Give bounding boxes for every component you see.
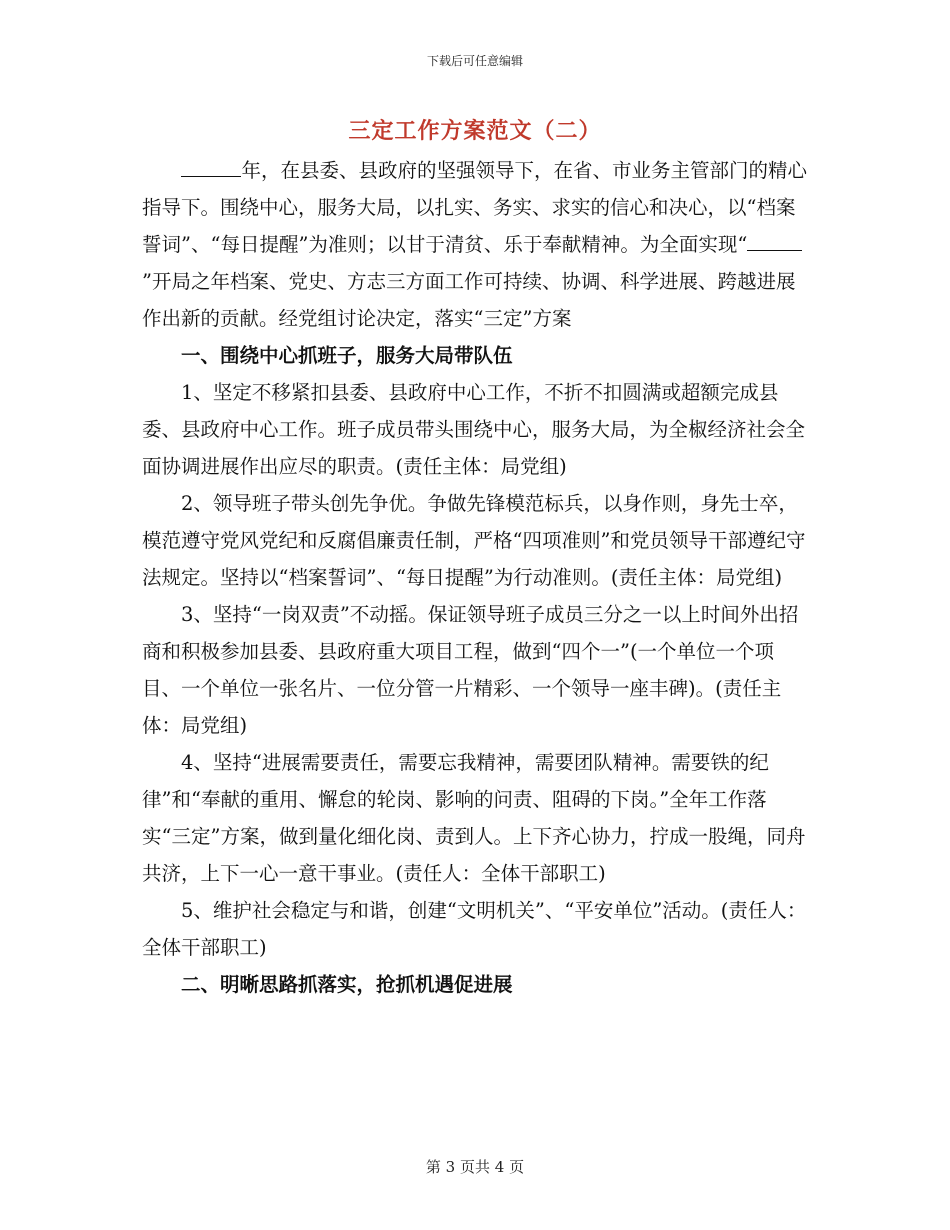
list-item: 5、维护社会稳定与和谐，创建“文明机关”、“平安单位”活动。(责任人：全体干部职工) bbox=[142, 899, 807, 959]
list-item: 4、坚持“进展需要责任，需要忘我精神，需要团队精神。需要铁的纪律”和“奉献的重用、懈怠的轮岗、影响的问责、阻碍的下岗。”全年工作落实“三定”方案，做到量化细化岗、责到人。上下齐心协力，拧成一股绳，同舟共济，上下一心一意干事业。(责任人：全体干部职工) bbox=[142, 751, 806, 885]
section-heading: 二、明晰思路抓落实，抢抓机遇促进展 bbox=[181, 973, 513, 996]
header-note: 下载后可任意编辑 bbox=[426, 54, 523, 68]
list-item: 2、领导班子带头创先争优。争做先锋模范标兵，以身作则，身先士卒，模范遵守党风党纪和反腐倡廉责任制，严格“四项准则”和党员领导干部遵纪守法规定。坚持以“档案誓词”、“每日提醒”为行动准则。(责任主体：局党组) bbox=[142, 492, 806, 589]
intro-text-part2: ”开局之年档案、党史、方志三方面工作可持续、协调、科学进展、跨越进展作出新的贡献。经党组讨论决定，落实“三定”方案 bbox=[142, 270, 796, 330]
document-title: 三定工作方案范文（二） bbox=[348, 118, 602, 144]
intro-paragraph bbox=[142, 152, 808, 337]
section-heading: 一、围绕中心抓班子，服务大局带队伍 bbox=[181, 344, 513, 367]
page-number: 第 3 页共 4 页 bbox=[425, 1158, 525, 1176]
fill-in-blank bbox=[747, 232, 802, 251]
intro-text-part1: 年，在县委、县政府的坚强领导下，在省、市业务主管部门的精心指导下。围绕中心，服务大局，以扎实、务实、求实的信心和决心，以“档案誓词”、“每日提醒”为准则；以甘于清贫、乐于奉献精神。为全面实现“ bbox=[142, 159, 807, 256]
list-item: 1、坚定不移紧扣县委、县政府中心工作，不折不扣圆满或超额完成县委、县政府中心工作。班子成员带头围绕中心，服务大局，为全椒经济社会全面协调进展作出应尽的职责。(责任主体：局党组) bbox=[142, 381, 806, 478]
document-body bbox=[142, 152, 808, 1003]
fill-in-blank bbox=[181, 158, 241, 177]
list-item: 3、坚持“一岗双责”不动摇。保证领导班子成员三分之一以上时间外出招商和积极参加县委、县政府重大项目工程，做到“四个一”(一个单位一个项目、一个单位一张名片、一位分管一片精彩、一个领导一座丰碑)。(责任主体：局党组) bbox=[142, 603, 799, 737]
